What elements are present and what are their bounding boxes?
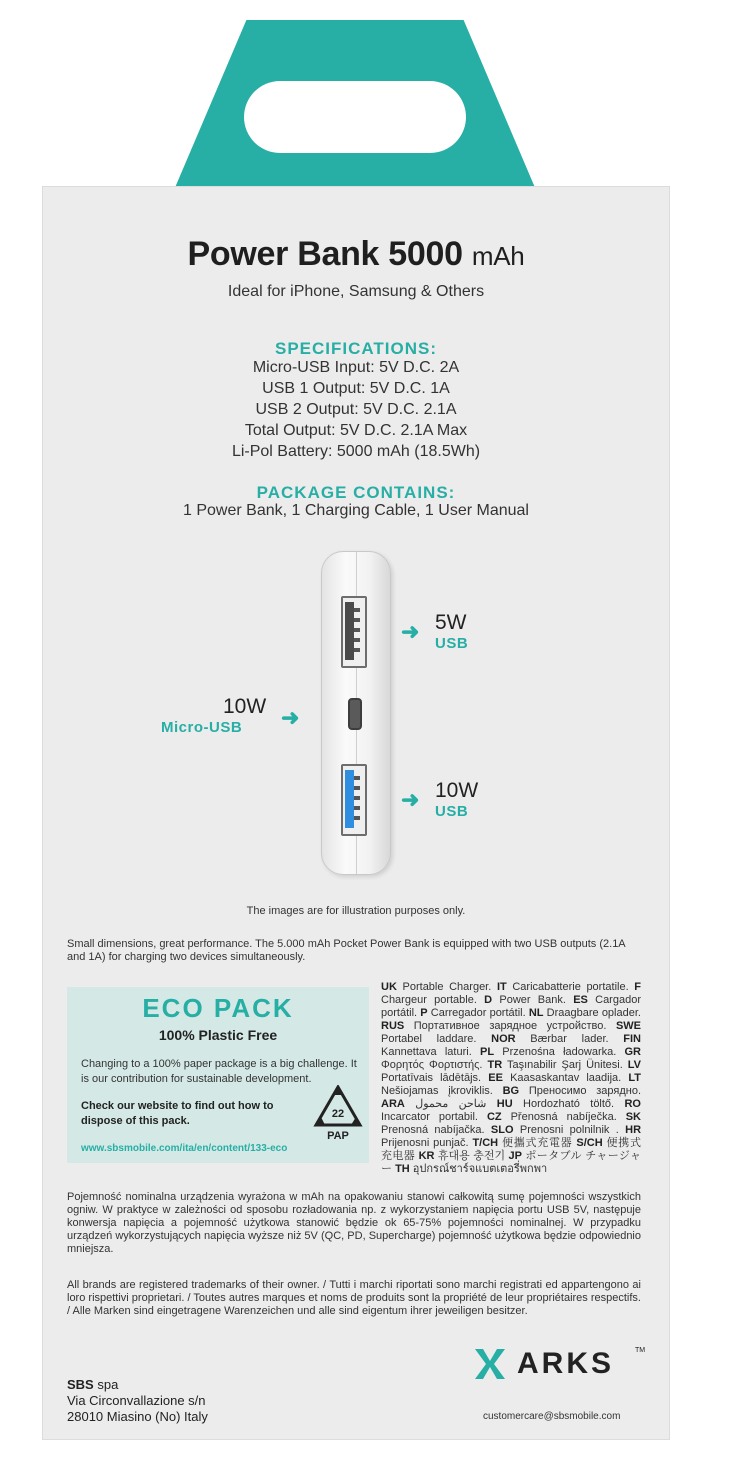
language-code: D (484, 994, 493, 1006)
language-code: SWE (615, 1020, 641, 1032)
language-text: Prenosni polnilnik . (519, 1124, 619, 1136)
language-text: Přenosná nabíječka. (510, 1111, 617, 1123)
language-text: Portatīvais lādētājs. (381, 1072, 482, 1084)
language-text: Hordozható töltő. (523, 1098, 615, 1110)
language-code: NOR (491, 1033, 516, 1045)
language-text: Portable Charger. (402, 981, 492, 993)
product-subtitle: Ideal for iPhone, Samsung & Others (227, 283, 485, 300)
company-city: 28010 Miasino (No) Italy (67, 1409, 208, 1424)
language-code: PL (480, 1046, 495, 1058)
product-description: Small dimensions, great performance. The 5.000 mAh Pocket Power Bank is equipped with two USB outputs (2.1A and 1A) for charging two devices simultaneously. (67, 938, 626, 963)
company-name-bold: SBS (67, 1377, 94, 1392)
language-text: Carregador portátil. (430, 1007, 526, 1019)
package-heading: PACKAGE CONTAINS: (256, 483, 456, 502)
language-code: SLO (490, 1124, 514, 1136)
hang-hole (244, 81, 466, 153)
power-bank-illustration (321, 551, 391, 875)
usb1-label: USB (435, 635, 469, 652)
company-name (67, 1377, 118, 1393)
language-code: HR (625, 1124, 642, 1136)
language-code: F (634, 981, 641, 993)
usb2-port (341, 764, 367, 836)
language-code: TR (487, 1059, 503, 1071)
language-code: LT (628, 1072, 641, 1084)
micro-label: Micro-USB (161, 719, 243, 736)
company-street: Via Circonvallazione s/n (67, 1393, 206, 1408)
language-text: Prenosná nabíjačka. (381, 1124, 485, 1136)
language-code: EE (488, 1072, 503, 1084)
spec-line: Micro-USB Input: 5V D.C. 2A (252, 359, 460, 376)
language-code: NL (528, 1007, 544, 1019)
arrow-right-icon: ➜ (401, 619, 420, 644)
language-text: 便攜式充電器 (501, 1137, 573, 1149)
usb1-port (341, 596, 367, 668)
language-code: ES (573, 994, 588, 1006)
language-code: JP (508, 1150, 522, 1162)
language-code: HU (496, 1098, 513, 1110)
capacity-note: Pojemność nominalna urządzenia wyrażona w mAh na opakowaniu stanowi całkowitą sumę pojemności wszystkich ogniw. W praktyce w zależności od sposobu rozładowania np. z wykorzystaniem napięcia portu USB 5V, następuje konwersja napięcia a pojemność użytkowa stanowić będzie ok 65-75% pojemności nominalnej. W przypadku urządzeń wykorzystujących napięcia wyższe niż 5V (QC, PD, Supercharge) pojemność użytkowa będzie odpowiednio mniejsza. (67, 1191, 641, 1255)
arrow-right-icon: ➜ (281, 705, 300, 730)
language-text: Prijenosni punjač. (381, 1137, 469, 1149)
language-text: อุปกรณ์ชาร์จแบตเตอรี่พกพา (412, 1163, 548, 1175)
language-code: RUS (381, 1020, 405, 1032)
language-code: CZ (486, 1111, 502, 1123)
spec-line: USB 2 Output: 5V D.C. 2.1A (255, 401, 457, 418)
eco-title: ECO PACK (142, 993, 294, 1023)
language-text: Incarcator portabil. (381, 1111, 478, 1123)
arks-logo-icon (475, 1349, 505, 1379)
language-text: Kannettava laturi. (381, 1046, 472, 1058)
language-code: BG (502, 1085, 520, 1097)
languages-list (381, 981, 641, 1176)
eco-subtitle: 100% Plastic Free (158, 1027, 278, 1043)
language-text: Kaasaskantav laadija. (510, 1072, 622, 1084)
company-suffix: spa (97, 1377, 119, 1392)
language-code: SK (625, 1111, 641, 1123)
usb2-label: USB (435, 803, 469, 820)
language-text: Преносимо зарядно. (528, 1085, 642, 1097)
language-text: Draagbare oplader. (546, 1007, 641, 1019)
language-text: Nešiojamas įkroviklis. (381, 1085, 493, 1097)
language-code: S/CH (576, 1137, 603, 1149)
eco-pack-box (67, 987, 369, 1163)
language-code: FIN (623, 1033, 642, 1045)
recycle-icon (313, 1085, 363, 1143)
micro-usb-port (348, 698, 362, 730)
micro-watt: 10W (223, 695, 267, 718)
language-text: 便携式充电器 (381, 1137, 641, 1162)
company-email[interactable]: customercare@sbsmobile.com (483, 1411, 621, 1422)
recycle-number: 22 (331, 1108, 345, 1120)
recycle-code: PAP (327, 1130, 349, 1142)
language-text: Przenośna ładowarka. (502, 1046, 617, 1058)
brand-name: ARKS (517, 1347, 615, 1380)
language-text: ポータブル チャージャー (381, 1150, 641, 1175)
language-code: RO (624, 1098, 641, 1110)
language-code: LV (627, 1059, 642, 1071)
language-code: ARA (381, 1098, 405, 1110)
language-code: P (420, 1007, 428, 1019)
language-code: GR (624, 1046, 641, 1058)
spec-line: Total Output: 5V D.C. 2.1A Max (244, 422, 468, 439)
eco-cta: Check our website to find out how to dispose of this pack. (81, 1100, 274, 1127)
language-text: Power Bank. (499, 994, 566, 1006)
eco-text: Changing to a 100% paper package is a big challenge. It is our contribution for sustainable development. (81, 1058, 357, 1085)
language-text: Caricabatterie portatile. (512, 981, 629, 993)
specs-heading: SPECIFICATIONS: (274, 339, 438, 358)
usb1-watt: 5W (435, 611, 467, 634)
language-text: Chargeur portable. (381, 994, 477, 1006)
language-code: KR (418, 1150, 435, 1162)
title-main: Power Bank 5000 (187, 235, 463, 273)
title-unit: mAh (471, 241, 525, 271)
spec-line: USB 1 Output: 5V D.C. 1A (262, 380, 450, 397)
language-text: Portabel laddare. (381, 1033, 477, 1045)
spec-line: Li-Pol Battery: 5000 mAh (18.5Wh) (231, 443, 481, 460)
language-text: Bærbar lader. (530, 1033, 609, 1045)
package-contents: 1 Power Bank, 1 Charging Cable, 1 User Manual (183, 502, 529, 519)
eco-link[interactable]: www.sbsmobile.com/ita/en/content/133-eco (81, 1143, 288, 1154)
language-text: Taşınabilir Şarj Ünitesi. (506, 1059, 623, 1071)
language-code: IT (496, 981, 507, 993)
arrow-right-icon: ➜ (401, 787, 420, 812)
language-code: UK (381, 981, 397, 993)
language-text: Φορητός Φορτιστής. (381, 1059, 483, 1071)
package-card (42, 186, 670, 1440)
product-title (43, 235, 669, 274)
brand-tm: TM (635, 1347, 646, 1354)
language-code: TH (395, 1163, 410, 1175)
language-code: T/CH (472, 1137, 499, 1149)
trademarks-note: All brands are registered trademarks of their owner. / Tutti i marchi riportati sono marchi registrati ed appartengono ai loro rispettivi proprietari. / Toutes autres marques et noms de produits sont la propriété de leur propriétaires respectifs. / Alle Marken sind eingetragene Warenzeichen und alle sind eigentum ihrer jeweiligen besitzer. (67, 1279, 641, 1317)
language-text: شاحن محمول (415, 1098, 487, 1110)
illustration-disclaimer: The images are for illustration purposes only. (246, 905, 466, 917)
language-text: Cargador portátil. (381, 994, 641, 1019)
usb2-watt: 10W (435, 779, 479, 802)
language-text: 휴대용 충전기 (437, 1150, 506, 1162)
language-text: Портативное зарядное устройство. (413, 1020, 607, 1032)
